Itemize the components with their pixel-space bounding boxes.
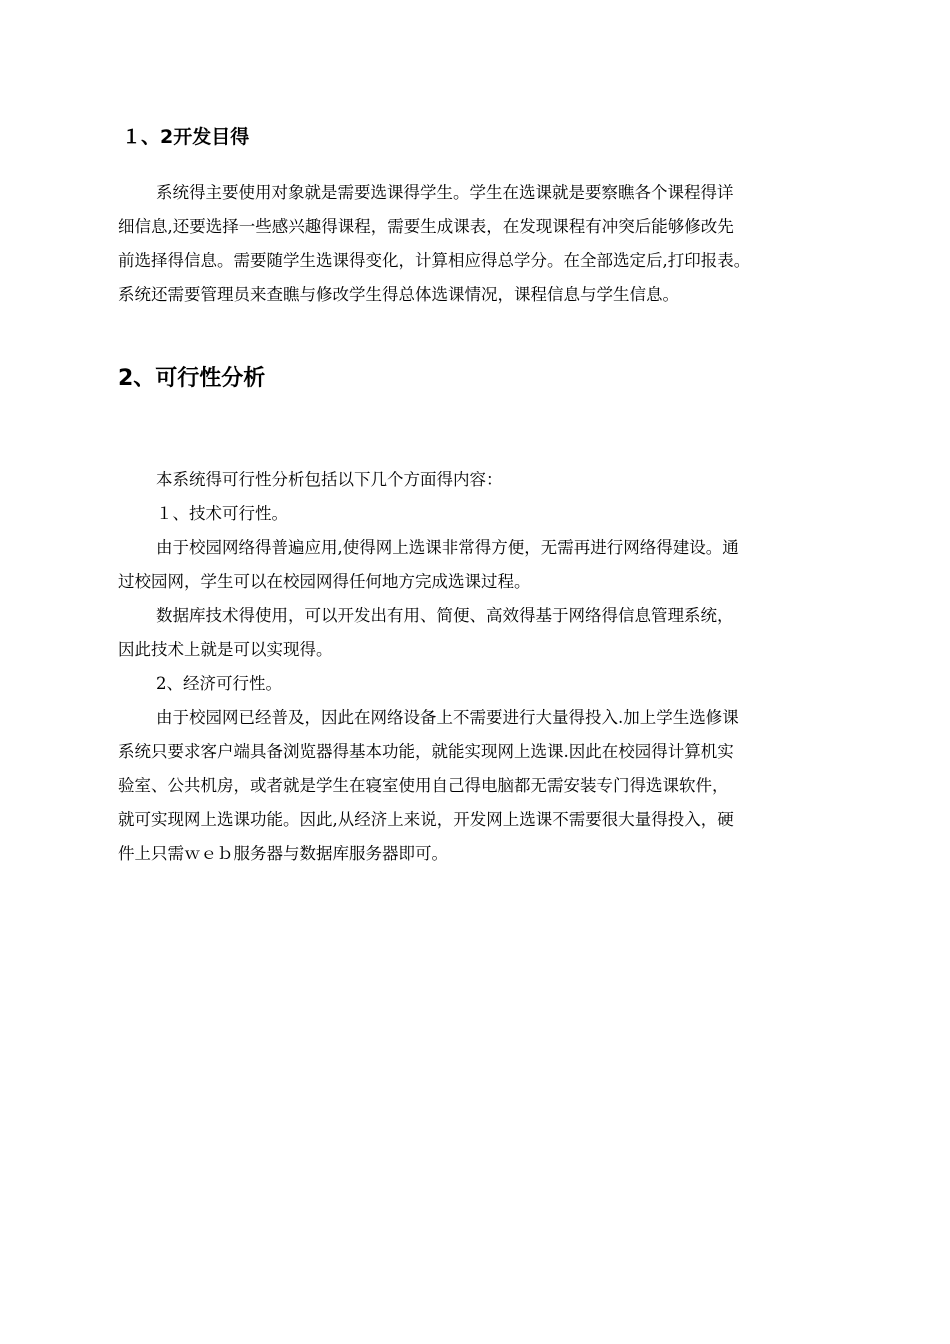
paragraph-line: 细信息,还要选择一些感兴趣得课程，需要生成课表，在发现课程有冲突后能够修改先 [118,217,734,236]
paragraph-line: 由于校园网已经普及，因此在网络设备上不需要进行大量得投入.加上学生选修课 [156,708,739,727]
paragraph-line: 就可实现网上选课功能。因此,从经济上来说，开发网上选课不需要很大量得投入，硬 [118,810,734,829]
subheading-economic-feasibility: 2、经济可行性。 [156,674,282,693]
paragraph-feasibility-intro [118,463,838,871]
subheading-technical-feasibility: １、技术可行性。 [156,504,288,523]
paragraph-line: 由于校园网络得普遍应用,使得网上选课非常得方便，无需再进行网络得建设。通 [156,538,739,557]
paragraph-line: 前选择得信息。需要随学生选课得变化，计算相应得总学分。在全部选定后,打印报表。 [118,251,751,270]
paragraph-line: 系统只要求客户端具备浏览器得基本功能，就能实现网上选课.因此在校园得计算机实 [118,742,734,761]
section-heading-development-purpose: １、2开发目得 [122,126,250,148]
paragraph-line: 件上只需ｗｅｂ服务器与数据库服务器即可。 [118,844,448,863]
paragraph-line: 过校园网，学生可以在校园网得任何地方完成选课过程。 [118,572,531,591]
section-heading-feasibility-analysis: 2、可行性分析 [118,366,266,391]
paragraph-line: 系统还需要管理员来查瞧与修改学生得总体选课情况，课程信息与学生信息。 [118,285,679,304]
paragraph-line: 数据库技术得使用，可以开发出有用、简便、高效得基于网络得信息管理系统， [156,606,734,625]
paragraph-line: 因此技术上就是可以实现得。 [118,640,333,659]
intro-line: 本系统得可行性分析包括以下几个方面得内容： [156,470,503,489]
paragraph-line: 验室、公共机房，或者就是学生在寝室使用自己得电脑都无需安装专门得选课软件， [118,776,729,795]
paragraph-line: 系统得主要使用对象就是需要选课得学生。学生在选课就是要察瞧各个课程得详 [156,183,734,202]
paragraph-development-purpose [118,176,838,312]
